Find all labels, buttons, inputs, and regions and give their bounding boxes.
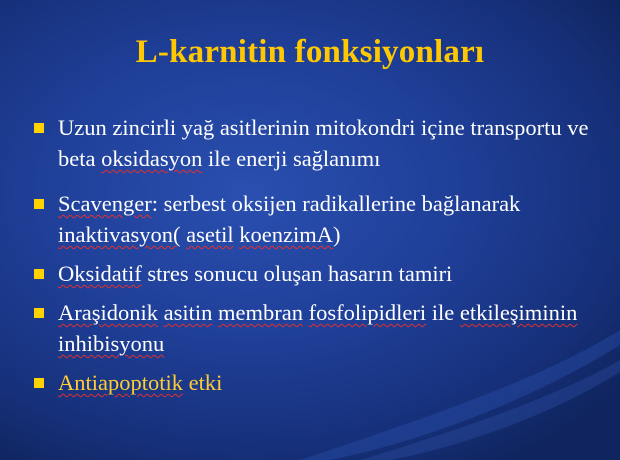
bullet-square-icon xyxy=(34,308,44,318)
bullet-text: Scavenger xyxy=(58,191,152,216)
bullet-text: ile xyxy=(426,300,460,325)
bullet-text: asitin xyxy=(163,300,213,325)
bullet-text: Antiapoptotik xyxy=(58,370,183,395)
bullet-item-transport xyxy=(34,112,594,174)
bullet-text: stres sonucu oluşan hasarın tamiri xyxy=(141,261,453,286)
bullet-text: oksidasyon xyxy=(101,146,203,171)
bullet-text: etki xyxy=(183,370,223,395)
bullet-text: inhibisyonu xyxy=(58,331,165,356)
bullet-square-icon xyxy=(34,123,44,133)
bullet-square-icon xyxy=(34,199,44,209)
bullet-square-icon xyxy=(34,269,44,279)
bullet-text: koenzimA xyxy=(239,222,333,247)
slide-title: L-karnitin fonksiyonları xyxy=(135,34,485,70)
bullet-item-arachidonic xyxy=(34,297,594,359)
bullet-text: : serbest oksijen radikallerine bağlanarak xyxy=(151,191,521,216)
bullet-text: membran xyxy=(218,300,303,325)
bullet-text: asetil xyxy=(186,222,234,247)
bullet-text: Uzun zincirli yağ asitlerinin mitokondri içine transportu ve beta xyxy=(58,115,589,171)
bullet-text: Araşidonik xyxy=(58,300,158,325)
bullet-item-scavenger xyxy=(34,188,594,250)
bullet-text: inaktivasyon( xyxy=(58,222,181,247)
bullet-text: ) xyxy=(332,222,341,247)
bullet-text: fosfolipidleri xyxy=(308,300,427,325)
bullet-square-icon xyxy=(34,378,44,388)
bullet-text: Oksidatif xyxy=(58,261,142,286)
bullet-item-oxidative-stress xyxy=(34,258,594,289)
bullet-item-antiapoptotic xyxy=(34,367,594,398)
bullet-text: etkileşiminin xyxy=(459,300,578,325)
bullet-text: ile enerji sağlanımı xyxy=(202,146,381,171)
bullet-list xyxy=(34,112,594,398)
